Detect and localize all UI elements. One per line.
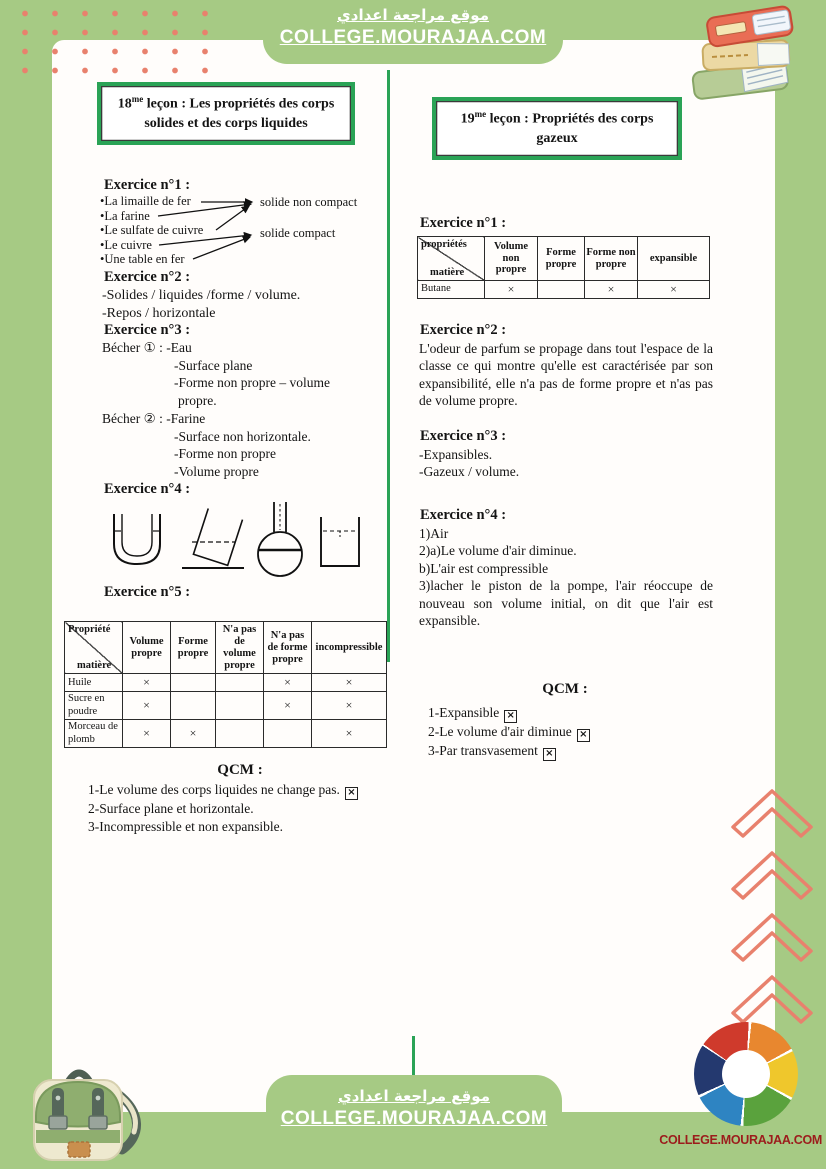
qcm-item: 1-Le volume des corps liquides ne change pas. × (88, 781, 392, 800)
right-ex2-answer: L'odeur de parfum se propage dans tout l'espace de la classe ce qui montre qu'elle est caractérisée par son expansibilité, elle n'a pas de forme propre et n'as pas de volume propre. (419, 341, 713, 409)
footer-site-link[interactable]: COLLEGE.MOURAJAA.COM (280, 1108, 548, 1129)
liquids-properties-table (64, 621, 387, 748)
match-target: solide non compact (260, 195, 358, 209)
answer-line: -Repos / horizontale (102, 306, 216, 321)
lesson-19-title: $19^{me}$ leçon : Propriétés des corps gazeux (432, 97, 682, 160)
table-row: Butane × × × (418, 281, 710, 299)
column-divider (387, 70, 390, 662)
site-footer (266, 1075, 562, 1169)
right-qcm-list (428, 704, 590, 761)
left-ex2-answers (102, 287, 300, 323)
checked-checkbox-icon[interactable]: × (504, 710, 517, 723)
right-ex2-heading: Exercice n°2 : (420, 322, 507, 338)
qcm-item: 3-Par transvasement × (428, 742, 590, 761)
tilted-container-figure (180, 504, 246, 574)
table-row: Morceau de plomb × × × (65, 720, 387, 748)
answer-line: -Forme non propre (174, 446, 276, 462)
header-arabic-title: موقع مراجعة اعدادي (337, 6, 489, 24)
column-header: Forme propre (171, 622, 216, 674)
beaker-figure (318, 516, 362, 570)
answer-line: -Forme non propre – volume (174, 375, 330, 391)
table-corner-cell: propriétés matière (418, 237, 485, 281)
match-item: •La farine (100, 208, 150, 223)
answer-line: -Expansibles. (419, 447, 493, 462)
right-ex4-heading: Exercice n°4 : (420, 507, 507, 523)
footer-stem-line (412, 1036, 415, 1078)
right-ex3-answers (419, 446, 519, 480)
answer-line: -Gazeux / volume. (419, 464, 520, 479)
column-header: Volume propre (123, 622, 171, 674)
books-stack-icon (686, 2, 812, 108)
answer-line: -Surface plane (174, 357, 253, 373)
qcm-item: 2-Le volume d'air diminue × (428, 723, 590, 742)
match-arrows-icon (100, 194, 388, 272)
left-qcm-heading: QCM : (217, 762, 263, 778)
checked-checkbox-icon[interactable]: × (345, 787, 358, 800)
column-header: Volume non propre (485, 237, 538, 281)
site-header (263, 0, 563, 64)
column-header: incompressible (312, 622, 387, 674)
ring-logo-hole (722, 1050, 770, 1098)
left-ex1-matching (100, 194, 388, 272)
right-ex4-answers (419, 525, 713, 629)
left-ex4-figures (100, 500, 385, 582)
flask-figure (252, 502, 308, 580)
college-ring-logo (694, 1022, 798, 1126)
match-item: •Le sulfate de cuivre (100, 223, 204, 238)
column-header: expansible (638, 237, 710, 281)
match-item: •Une table en fer (100, 252, 185, 267)
left-ex2-heading: Exercice n°2 : (104, 269, 191, 285)
table-row: Sucre en poudre × × × (65, 692, 387, 720)
match-item: •La limaille de fer (100, 194, 191, 208)
qcm-item: 3-Incompressible et non expansible. (88, 818, 283, 834)
answer-line: 3)lacher le piston de la pompe, l'air réoccupe de nouveau son volume initial, on dit que l'air est expansible. (419, 578, 713, 629)
answer-line: Bécher ② : -Farine (102, 410, 206, 426)
answer-line: propre. (178, 393, 217, 409)
backpack-icon (6, 1036, 176, 1169)
column-header: N'a pas de volume propre (216, 622, 264, 674)
gas-properties-table (417, 236, 710, 299)
right-qcm-heading: QCM : (542, 681, 588, 697)
checked-checkbox-icon[interactable]: × (577, 729, 590, 742)
right-ex1-heading: Exercice n°1 : (420, 215, 507, 231)
table-corner-cell: Propriété matière (65, 622, 123, 674)
table-row: Huile × × × (65, 674, 387, 692)
answer-line: Bécher ① : -Eau (102, 340, 192, 355)
column-header: N'a pas de forme propre (264, 622, 312, 674)
lesson-18-title: $18^{me}$ leçon : Les propriétés des corps solides et des corps liquides (97, 82, 355, 145)
footer-arabic-title: موقع مراجعة اعدادي (338, 1087, 490, 1105)
answer-line: -Volume propre (174, 463, 259, 479)
answer-line: b)L'air est compressible (419, 560, 549, 576)
left-ex5-heading: Exercice n°5 : (104, 584, 191, 600)
left-ex4-heading: Exercice n°4 : (104, 481, 191, 497)
qcm-item: 1-Expansible × (428, 704, 590, 723)
answer-line: -Surface non horizontale. (174, 428, 311, 444)
left-qcm-list (88, 781, 392, 835)
left-ex3-heading: Exercice n°3 : (104, 322, 191, 338)
chevron-arrows-icon (728, 782, 823, 1042)
left-ex3-answers (102, 339, 330, 481)
column-header: Forme propre (538, 237, 585, 281)
header-site-link[interactable]: COLLEGE.MOURAJAA.COM (279, 27, 547, 48)
right-ex3-heading: Exercice n°3 : (420, 428, 507, 444)
left-ex1-heading: Exercice n°1 : (104, 177, 191, 193)
answer-line: 1)Air (419, 526, 449, 541)
qcm-item: 2-Surface plane et horizontale. (88, 801, 254, 816)
answer-line: -Solides / liquides /forme / volume. (102, 288, 301, 303)
dots-pattern-icon (10, 4, 214, 82)
logo-caption: COLLEGE.MOURAJAA.COM (659, 1133, 822, 1147)
checked-checkbox-icon[interactable]: × (543, 748, 556, 761)
column-header: Forme non propre (585, 237, 638, 281)
u-tube-figure (108, 510, 166, 572)
match-item: •Le cuivre (100, 237, 152, 252)
answer-line: 2)a)Le volume d'air diminue. (419, 543, 577, 559)
match-target: solide compact (260, 226, 336, 240)
